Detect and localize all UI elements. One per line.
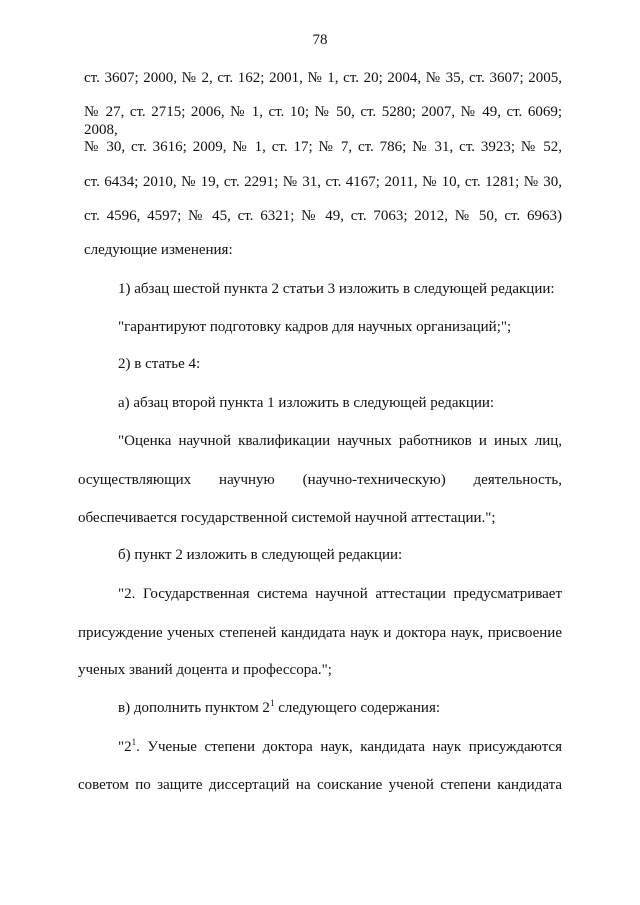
superscript: 1 [269,698,275,708]
text-line: ст. 6434; 2010, № 19, ст. 2291; № 31, ст. 4167; 2011, № 10, ст. 1281; № 30, [84,174,562,190]
text-line: ст. 4596, 4597; № 45, ст. 6321; № 49, ст. 7063; 2012, № 50, ст. 6963) [84,208,562,224]
text-fragment: в) дополнить пунктом 2 [118,700,270,716]
text-line: ученых званий доцента и профессора."; [78,662,332,678]
text-line: б) пункт 2 изложить в следующей редакции: [118,547,403,563]
text-line: советом по защите диссертаций на соискание ученой степени кандидата [78,777,562,793]
text-line: следующие изменения: [84,242,233,258]
text-line: № 30, ст. 3616; 2009, № 1, ст. 17; № 7, ст. 786; № 31, ст. 3923; № 52, [84,139,562,155]
text-line [118,738,562,756]
text-line: "Оценка научной квалификации научных работников и иных лиц, [118,433,562,449]
text-line: присуждение ученых степеней кандидата наук и доктора наук, присвоение [78,625,562,641]
text-fragment: . Ученые степени доктора наук, кандидата наук присуждаются [136,739,562,755]
text-fragment: "2 [118,739,132,755]
text-fragment: следующего содержания: [274,700,441,716]
text-line: 2) в статье 4: [118,356,201,372]
text-line: № 27, ст. 2715; 2006, № 1, ст. 10; № 50, ст. 5280; 2007, № 49, ст. 6069; 2008, [84,104,562,138]
text-line: 1) абзац шестой пункта 2 статьи 3 изложить в следующей редакции: [118,281,555,297]
text-line: "гарантируют подготовку кадров для научных организаций;"; [118,319,512,335]
page-number: 78 [312,32,328,48]
text-line: осуществляющих научную (научно-техническую) деятельность, [78,472,562,488]
superscript: 1 [131,737,137,747]
text-line [118,699,440,717]
text-line: обеспечивается государственной системой научной аттестации."; [78,510,496,526]
text-line: "2. Государственная система научной аттестации предусматривает [118,586,562,602]
text-line: а) абзац второй пункта 1 изложить в следующей редакции: [118,395,495,411]
text-line: ст. 3607; 2000, № 2, ст. 162; 2001, № 1, ст. 20; 2004, № 35, ст. 3607; 2005, [84,70,562,86]
